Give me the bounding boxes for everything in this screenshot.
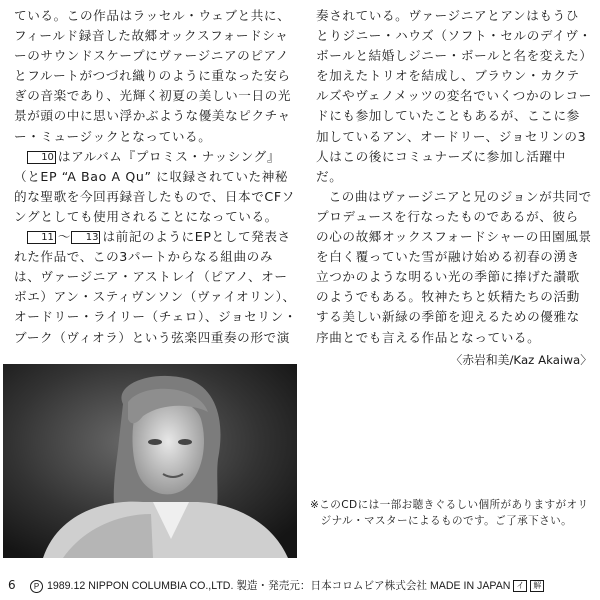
paragraph-closing: この曲はヴァージニアと兄のジョンが共同でプロデュースを行なったものであるが、彼らの心の故郷オックスフォードシャーの田園風景を白く覆っていた雪が融け始める初春の湧き立つかのような明るい光の季節に捧げた讃歌のようでもある。牧神たちと妖精たちの活動する美しい新緑の季節を迎えるための優雅な序曲とでも言える作品となっている。: [316, 188, 592, 345]
track-number-13: 13: [71, 231, 100, 244]
copyright-footer: [30, 578, 595, 593]
paragraph-continuation-right: 奏されている。ヴァージニアとアンはもうひとりジニー・ハウズ（ソフト・セルのデイヴ・ボールと結婚しジニー・ボールと名を変えた）を加えたトリオを結成し、ブラウン・カクテルズやヴェノメッツの変名でいくつかのレコードにも参加していたこともあるが、ここに参加しているアン、オードリー、ジョセリンの3人はこの後にコミュナーズに参加し活躍中だ。: [316, 8, 592, 184]
paragraph-track-11-13-text: は前記のようにEPとして発表された作品で、この3パートからなる組曲のみは、ヴァージニア・アストレイ（ピアノ、オーボエ）アン・スティヴンソン（ヴァイオリン）、オードリー・ライリー（チェロ）、ジョセリン・ブーク（ヴィオラ）という弦楽四重奏の形で演: [14, 229, 297, 345]
artist-photo: [3, 364, 297, 558]
cd-note-text: ※このCDには一部お聴きぐるしい個所がありますがオリジナル・マスターによるものです。ご了承下さい。: [310, 499, 589, 527]
track-number-11: 11: [27, 231, 56, 244]
phonogram-symbol: P: [30, 580, 43, 593]
track-number-10: 10: [27, 151, 56, 164]
catalog-mark-kai: 解: [530, 580, 544, 592]
left-text-column: [14, 6, 298, 348]
cd-note: [310, 497, 592, 529]
paragraph-track-11-13: [14, 227, 298, 348]
author-signature: 〈赤岩和美/Kaz Akaiwa〉: [450, 352, 592, 367]
paragraph-continuation: ている。この作品はラッセル・ウェブと共に、フィールド録音した故郷オックスフォードシャーのサウンドスケープにヴァージニアのピアノとフルートがつづれ織りのように重なった安らぎの音楽であり、光輝く初夏の美しい一日の光景が頭の中に思い浮かぶような優美なピクチャー・ミュージックとなっている。: [14, 8, 292, 144]
right-text-column: [316, 6, 592, 370]
track-range-separator: 〜: [57, 229, 72, 245]
copyright-text: 1989.12 NIPPON COLUMBIA CO.,LTD. 製造・発売元：日本コロムビア株式会社 MADE IN JAPAN: [46, 580, 511, 592]
paragraph-track-10-text: はアルバム『プロミス・ナッシング』（とEP “A Bao A Qu” に収録されていた神秘的な聖歌を今回再録音したもので、日本でCFソングとしても使用されることになっている。: [14, 148, 295, 224]
page-number: 6: [8, 578, 16, 592]
artist-photo-illustration: [3, 364, 297, 558]
paragraph-track-10: [14, 147, 298, 227]
catalog-mark-i: イ: [513, 580, 527, 592]
